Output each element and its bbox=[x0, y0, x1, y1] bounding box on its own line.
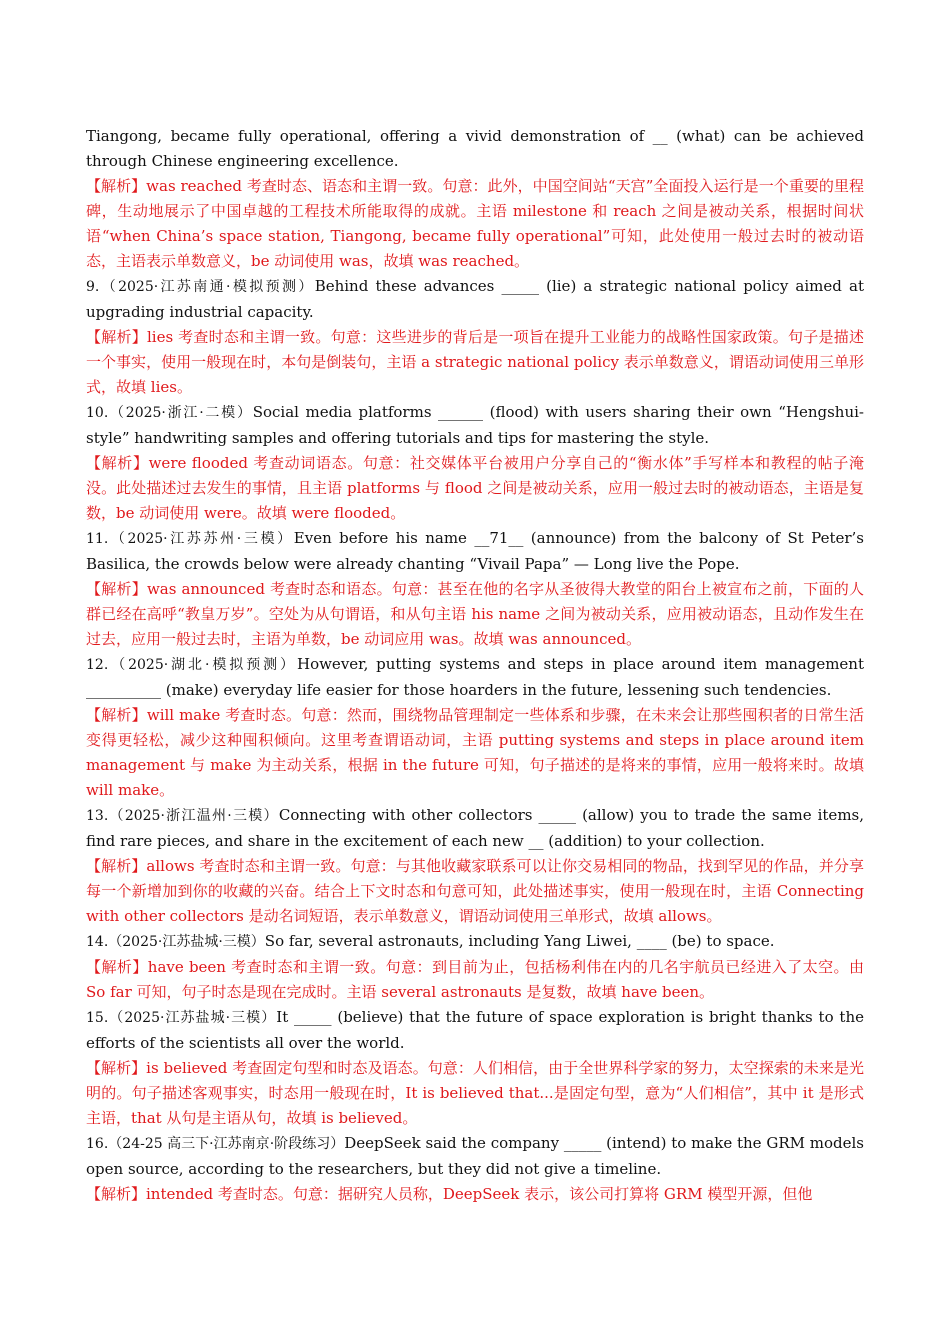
analysis-text: 【解析】have been 考查时态和主谓一致。句意：到目前为止，包括杨利伟在内的几名宇航员已经进入了太空。由 So far 可知，句子时态是现在完成时。主语 several astronauts 是复数，故填 have been。 bbox=[86, 958, 864, 1001]
analysis-text: 【解析】was reached 考查时态、语态和主谓一致。句意：此外，中国空间站“天宫”全面投入运行是一个重要的里程碑，生动地展示了中国卓越的工程技术所能取得的成就。主语 milestone 和 reach 之间是被动关系，根据时间状语“when China’s space station, Tiangong, became fully operational”可知，此处使用一般过去时的被动语态，主语表示单数意义，be 动词使用 was，故填 was reached。 bbox=[86, 177, 864, 270]
question-source: 10.（2025·浙江·二模） bbox=[86, 405, 253, 421]
question-text: However, putting systems and steps in place around item management __________ (make) everyday life easier for those hoarders in the future, lessening such tendencies. bbox=[86, 655, 864, 699]
question-item bbox=[86, 929, 864, 955]
analysis-text: 【解析】will make 考查时态。句意：然而，围绕物品管理制定一些体系和步骤，在未来会让那些囤积者的日常生活变得更轻松，减少这种囤积倾向。这里考查谓语动词，主语 putting systems and steps in place around item management 与 make 为主动关系，根据 in the future 可知，句子描述的是将来的事情，应用一般将来时。故填 will make。 bbox=[86, 706, 864, 799]
document-page bbox=[86, 124, 864, 1207]
question-text: Connecting with other collectors _____ (allow) you to trade the same items, find rare pieces, and share in the excitement of each new __ (addition) to your collection. bbox=[86, 806, 865, 850]
question-item bbox=[86, 803, 864, 854]
question-item bbox=[86, 652, 864, 703]
question-source: 12.（2025·湖北·模拟预测） bbox=[86, 657, 297, 673]
question-text: So far, several astronauts, including Yang Liwei, ____ (be) to space. bbox=[264, 932, 775, 950]
question-text: Social media platforms ______ (flood) with users sharing their own “Hengshui-style” handwriting samples and offering tutorials and tips for mastering the style. bbox=[86, 403, 864, 447]
question-source: 11.（2025·江苏苏州·三模） bbox=[86, 531, 294, 547]
question-text: It _____ (believe) that the future of space exploration is bright thanks to the efforts of the scientists all over the world. bbox=[86, 1008, 864, 1052]
question-source: 15.（2025·江苏盐城·三模） bbox=[86, 1010, 277, 1026]
question-source: 13.（2025·浙江温州·三模） bbox=[86, 808, 279, 824]
question-item bbox=[86, 526, 864, 577]
analysis-text: 【解析】is believed 考查固定句型和时态及语态。句意：人们相信，由于全世界科学家的努力，太空探索的未来是光明的。句子描述客观事实，时态用一般现在时，It is believed that...是固定句型，意为“人们相信”，其中 it 是形式主语，that 从句是主语从句，故填 is believed。 bbox=[86, 1059, 864, 1127]
analysis-text: 【解析】intended 考查时态。句意：据研究人员称，DeepSeek 表示，该公司打算将 GRM 模型开源，但他 bbox=[86, 1185, 813, 1203]
question-text: Even before his name __71__ (announce) from the balcony of St Peter’s Basilica, the crowds below were already chanting “Vivail Papa” — Long live the Pope. bbox=[86, 529, 864, 573]
question-text: DeepSeek said the company _____ (intend) to make the GRM models open source, according to the researchers, but they did not give a timeline. bbox=[86, 1134, 864, 1178]
question-text: Behind these advances _____ (lie) a strategic national policy aimed at upgrading industrial capacity. bbox=[86, 277, 864, 321]
question-source: 14.（2025·江苏盐城·三模） bbox=[86, 934, 265, 950]
analysis-text: 【解析】allows 考查时态和主谓一致。句意：与其他收藏家联系可以让你交易相同的物品，找到罕见的作品，并分享每一个新增加到你的收藏的兴奋。结合上下文时态和句意可知，此处描述事实，使用一般现在时，主语 Connecting with other collectors 是动名词短语，表示单数意义，谓语动词使用三单形式，故填 allows。 bbox=[86, 857, 864, 925]
question-source: 16.（24-25 高三下·江苏南京·阶段练习） bbox=[86, 1136, 345, 1152]
question-item bbox=[86, 1131, 864, 1182]
intro-text: Tiangong, became fully operational, offering a vivid demonstration of __ (what) can be achieved through Chinese engineering excellence. bbox=[86, 127, 864, 170]
question-item bbox=[86, 400, 864, 451]
question-item bbox=[86, 1005, 864, 1056]
question-source: 9.（2025·江苏南通·模拟预测） bbox=[86, 279, 315, 295]
question-item bbox=[86, 274, 864, 325]
analysis-text: 【解析】was announced 考查时态和语态。句意：甚至在他的名字从圣彼得大教堂的阳台上被宣布之前，下面的人群已经在高呼“教皇万岁”。空处为从句谓语，和从句主语 his name 之间为被动关系，应用被动语态，且动作发生在过去，应用一般过去时，主语为单数，be 动词应用 was。故填 was announced。 bbox=[86, 580, 864, 648]
analysis-text: 【解析】were flooded 考查动词语态。句意：社交媒体平台被用户分享自己的“衡水体”手写样本和教程的帖子淹没。此处描述过去发生的事情，且主语 platforms 与 flood 之间是被动关系，应用一般过去时的被动语态，主语是复数，be 动词使用 were。故填 were flooded。 bbox=[86, 454, 864, 522]
analysis-text: 【解析】lies 考查时态和主谓一致。句意：这些进步的背后是一项旨在提升工业能力的战略性国家政策。句子是描述一个事实，使用一般现在时，本句是倒装句，主语 a strategic national policy 表示单数意义，谓语动词使用三单形式，故填 lies。 bbox=[86, 328, 864, 396]
